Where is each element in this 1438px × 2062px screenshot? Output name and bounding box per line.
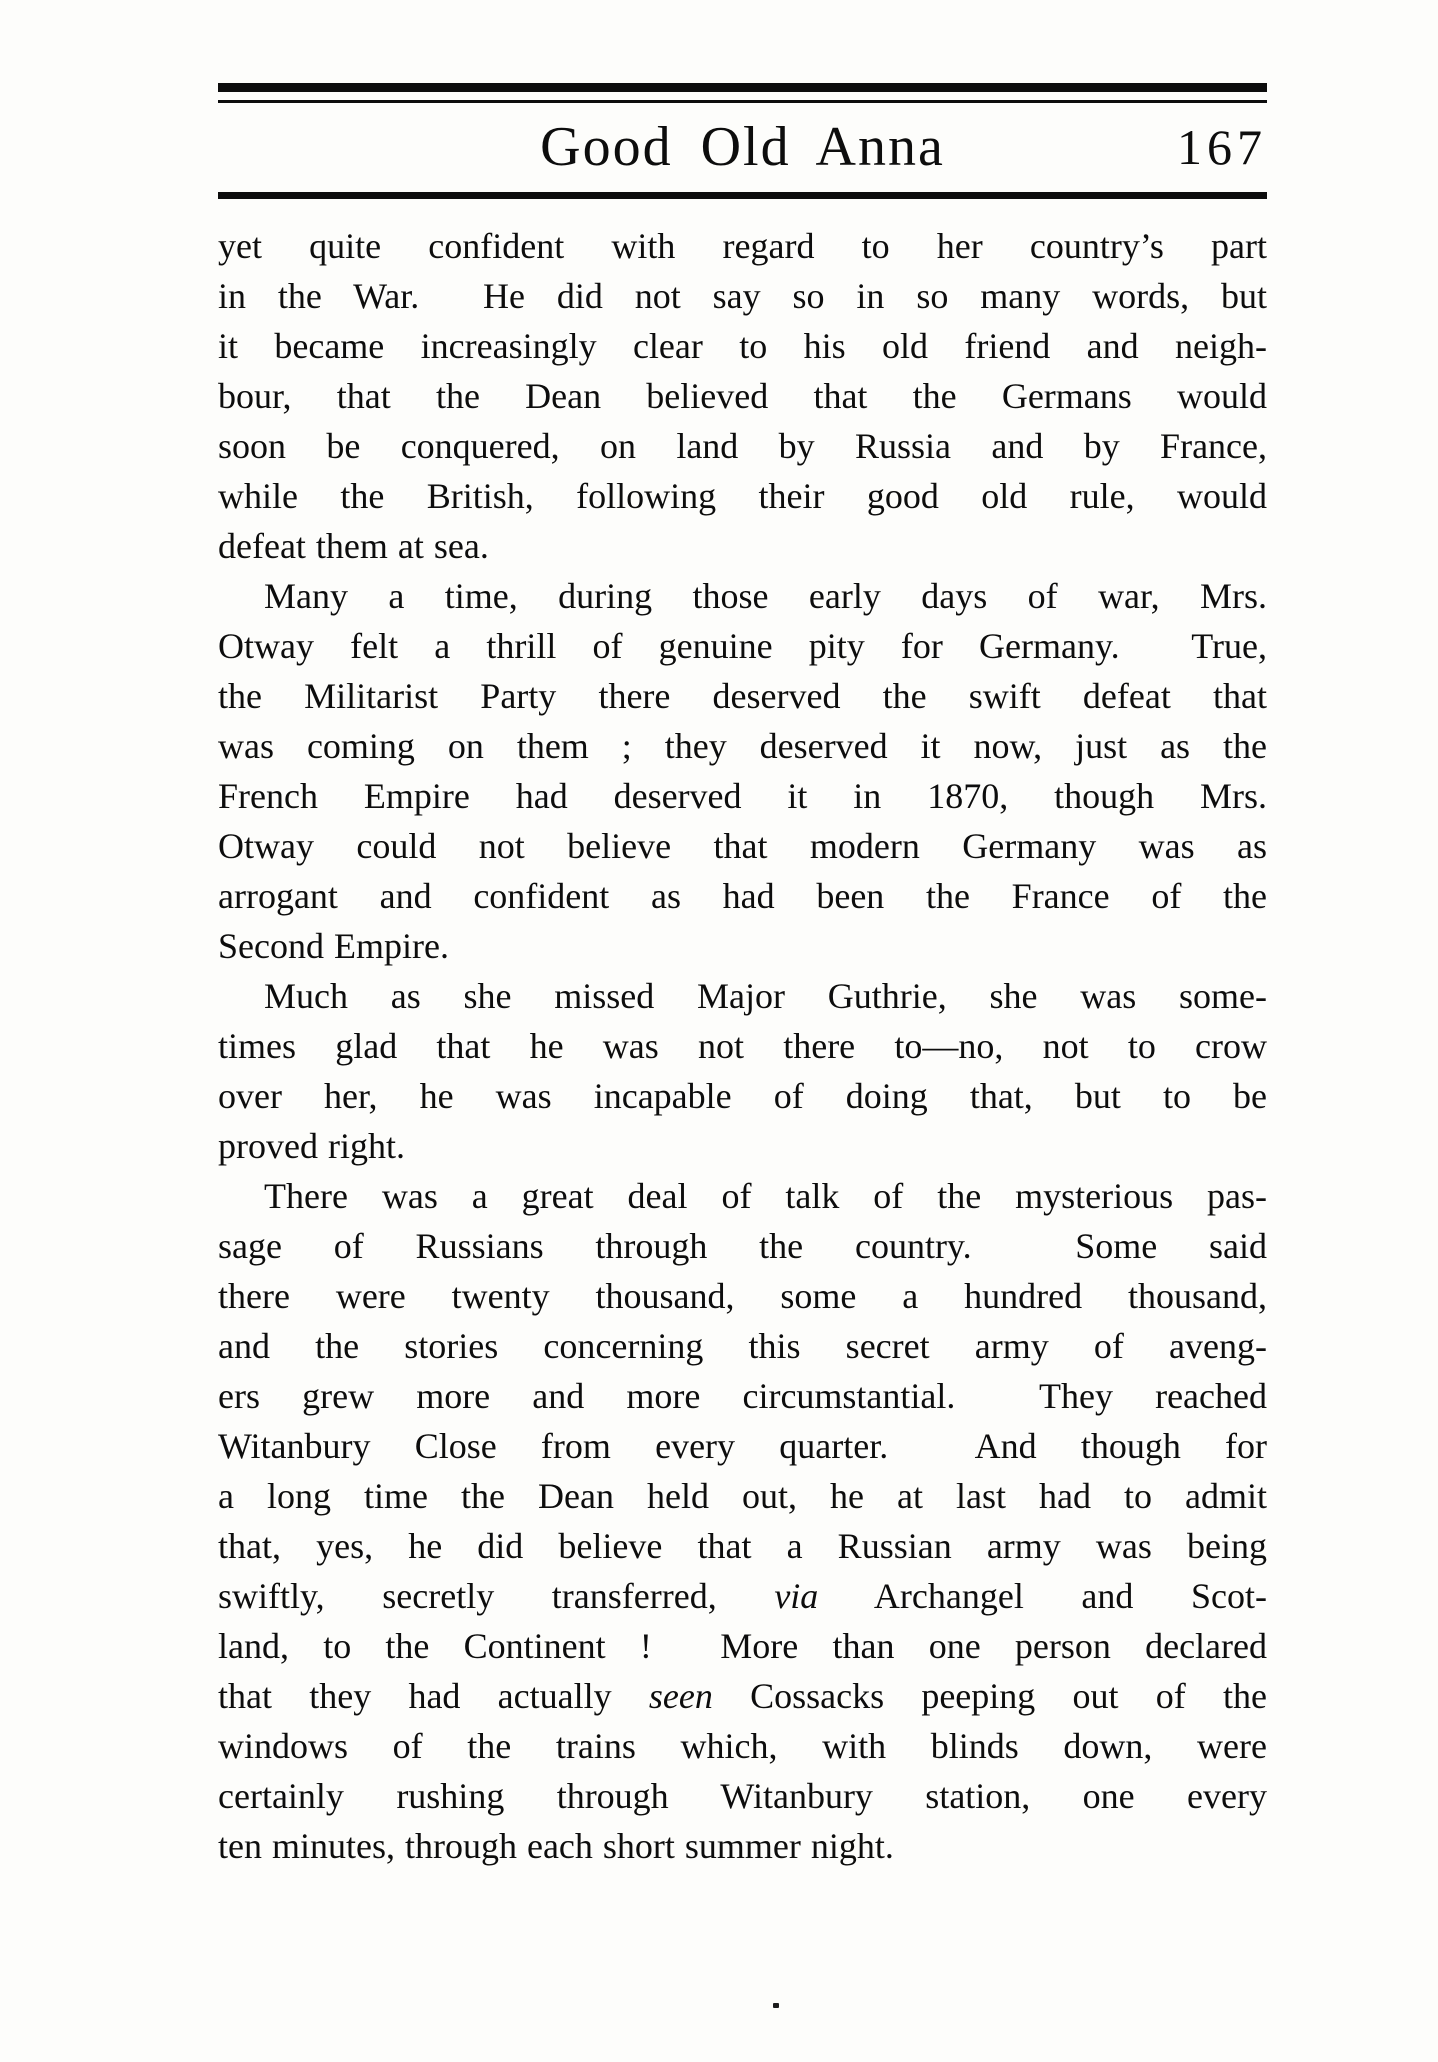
text-segment: defeat them at sea. <box>218 526 489 566</box>
page-content <box>218 83 1267 1871</box>
text-segment: that they had actually <box>218 1676 649 1716</box>
text-line <box>218 1621 1267 1671</box>
text-line <box>218 471 1267 521</box>
paragraph <box>218 1171 1267 1871</box>
text-line <box>218 1721 1267 1771</box>
text-line <box>218 1071 1267 1121</box>
text-line <box>218 1421 1267 1471</box>
text-line <box>218 1271 1267 1321</box>
running-head <box>218 103 1267 192</box>
paragraph <box>218 221 1267 571</box>
text-segment: French Empire had deserved it in 1870, though Mrs. <box>218 776 1267 816</box>
paragraph <box>218 571 1267 971</box>
paragraph <box>218 971 1267 1171</box>
text-line <box>218 1371 1267 1421</box>
text-line <box>218 721 1267 771</box>
text-line <box>218 371 1267 421</box>
header-top-rule <box>218 83 1267 92</box>
text-segment: Witanbury Close from every quarter. And though for <box>218 1426 1267 1466</box>
text-segment: it became increasingly clear to his old friend and neigh- <box>218 326 1267 366</box>
text-line <box>218 1671 1267 1721</box>
scan-speck <box>773 2003 779 2008</box>
text-line <box>218 871 1267 921</box>
text-segment: Second Empire. <box>218 926 449 966</box>
text-line <box>218 221 1267 271</box>
text-segment: Much as she missed Major Guthrie, she was some- <box>264 976 1267 1016</box>
text-segment: and the stories concerning this secret army of aveng- <box>218 1326 1267 1366</box>
text-line <box>218 571 1267 621</box>
text-line <box>218 671 1267 721</box>
text-segment: Otway could not believe that modern Germany was as <box>218 826 1267 866</box>
text-segment: times glad that he was not there to—no, not to crow <box>218 1026 1267 1066</box>
text-segment: Otway felt a thrill of genuine pity for Germany. True, <box>218 626 1267 666</box>
text-line <box>218 1171 1267 1221</box>
text-segment: there were twenty thousand, some a hundred thousand, <box>218 1276 1267 1316</box>
text-line <box>218 821 1267 871</box>
text-segment: the Militarist Party there deserved the swift defeat that <box>218 676 1267 716</box>
text-segment: yet quite confident with regard to her country’s part <box>218 226 1267 266</box>
text-segment: windows of the trains which, with blinds down, were <box>218 1726 1267 1766</box>
text-line <box>218 971 1267 1021</box>
text-segment: was coming on them ; they deserved it now, just as the <box>218 726 1267 766</box>
text-line <box>218 1121 1267 1171</box>
text-line <box>218 921 1267 971</box>
italic-text: seen <box>648 1676 713 1716</box>
text-segment: certainly rushing through Witanbury station, one every <box>218 1776 1267 1816</box>
text-line <box>218 521 1267 571</box>
text-segment: land, to the Continent ! More than one person declared <box>218 1626 1267 1666</box>
text-segment: over her, he was incapable of doing that, but to be <box>218 1076 1267 1116</box>
page-number: 167 <box>1177 119 1267 175</box>
text-line <box>218 621 1267 671</box>
header-bottom-rule <box>218 192 1267 199</box>
text-segment: Many a time, during those early days of war, Mrs. <box>264 576 1267 616</box>
text-segment: that, yes, he did believe that a Russian army was being <box>218 1526 1267 1566</box>
text-segment: Cossacks peeping out of the <box>712 1676 1267 1716</box>
text-line <box>218 1571 1267 1621</box>
text-line <box>218 321 1267 371</box>
text-segment: while the British, following their good old rule, would <box>218 476 1267 516</box>
text-segment: There was a great deal of talk of the mysterious pas- <box>264 1176 1267 1216</box>
text-line <box>218 421 1267 471</box>
text-line <box>218 771 1267 821</box>
text-segment: proved right. <box>218 1126 405 1166</box>
text-line <box>218 1821 1267 1871</box>
text-line <box>218 1021 1267 1071</box>
text-segment: Archangel and Scot- <box>818 1576 1267 1616</box>
text-segment: sage of Russians through the country. Some said <box>218 1226 1267 1266</box>
text-segment: a long time the Dean held out, he at last had to admit <box>218 1476 1267 1516</box>
text-line <box>218 1471 1267 1521</box>
text-segment: ten minutes, through each short summer night. <box>218 1826 894 1866</box>
text-segment: swiftly, secretly transferred, <box>218 1576 775 1616</box>
text-segment: ers grew more and more circumstantial. They reached <box>218 1376 1267 1416</box>
text-line <box>218 1221 1267 1271</box>
page-body <box>218 199 1267 1871</box>
text-segment: bour, that the Dean believed that the Germans would <box>218 376 1267 416</box>
text-line <box>218 1321 1267 1371</box>
text-line <box>218 1521 1267 1571</box>
text-line <box>218 271 1267 321</box>
italic-text: via <box>774 1576 819 1616</box>
running-head-title: Good Old Anna <box>540 116 945 178</box>
text-segment: in the War. He did not say so in so many words, but <box>218 276 1267 316</box>
text-segment: soon be conquered, on land by Russia and by France, <box>218 426 1267 466</box>
text-line <box>218 1771 1267 1821</box>
text-segment: arrogant and confident as had been the France of the <box>218 876 1267 916</box>
